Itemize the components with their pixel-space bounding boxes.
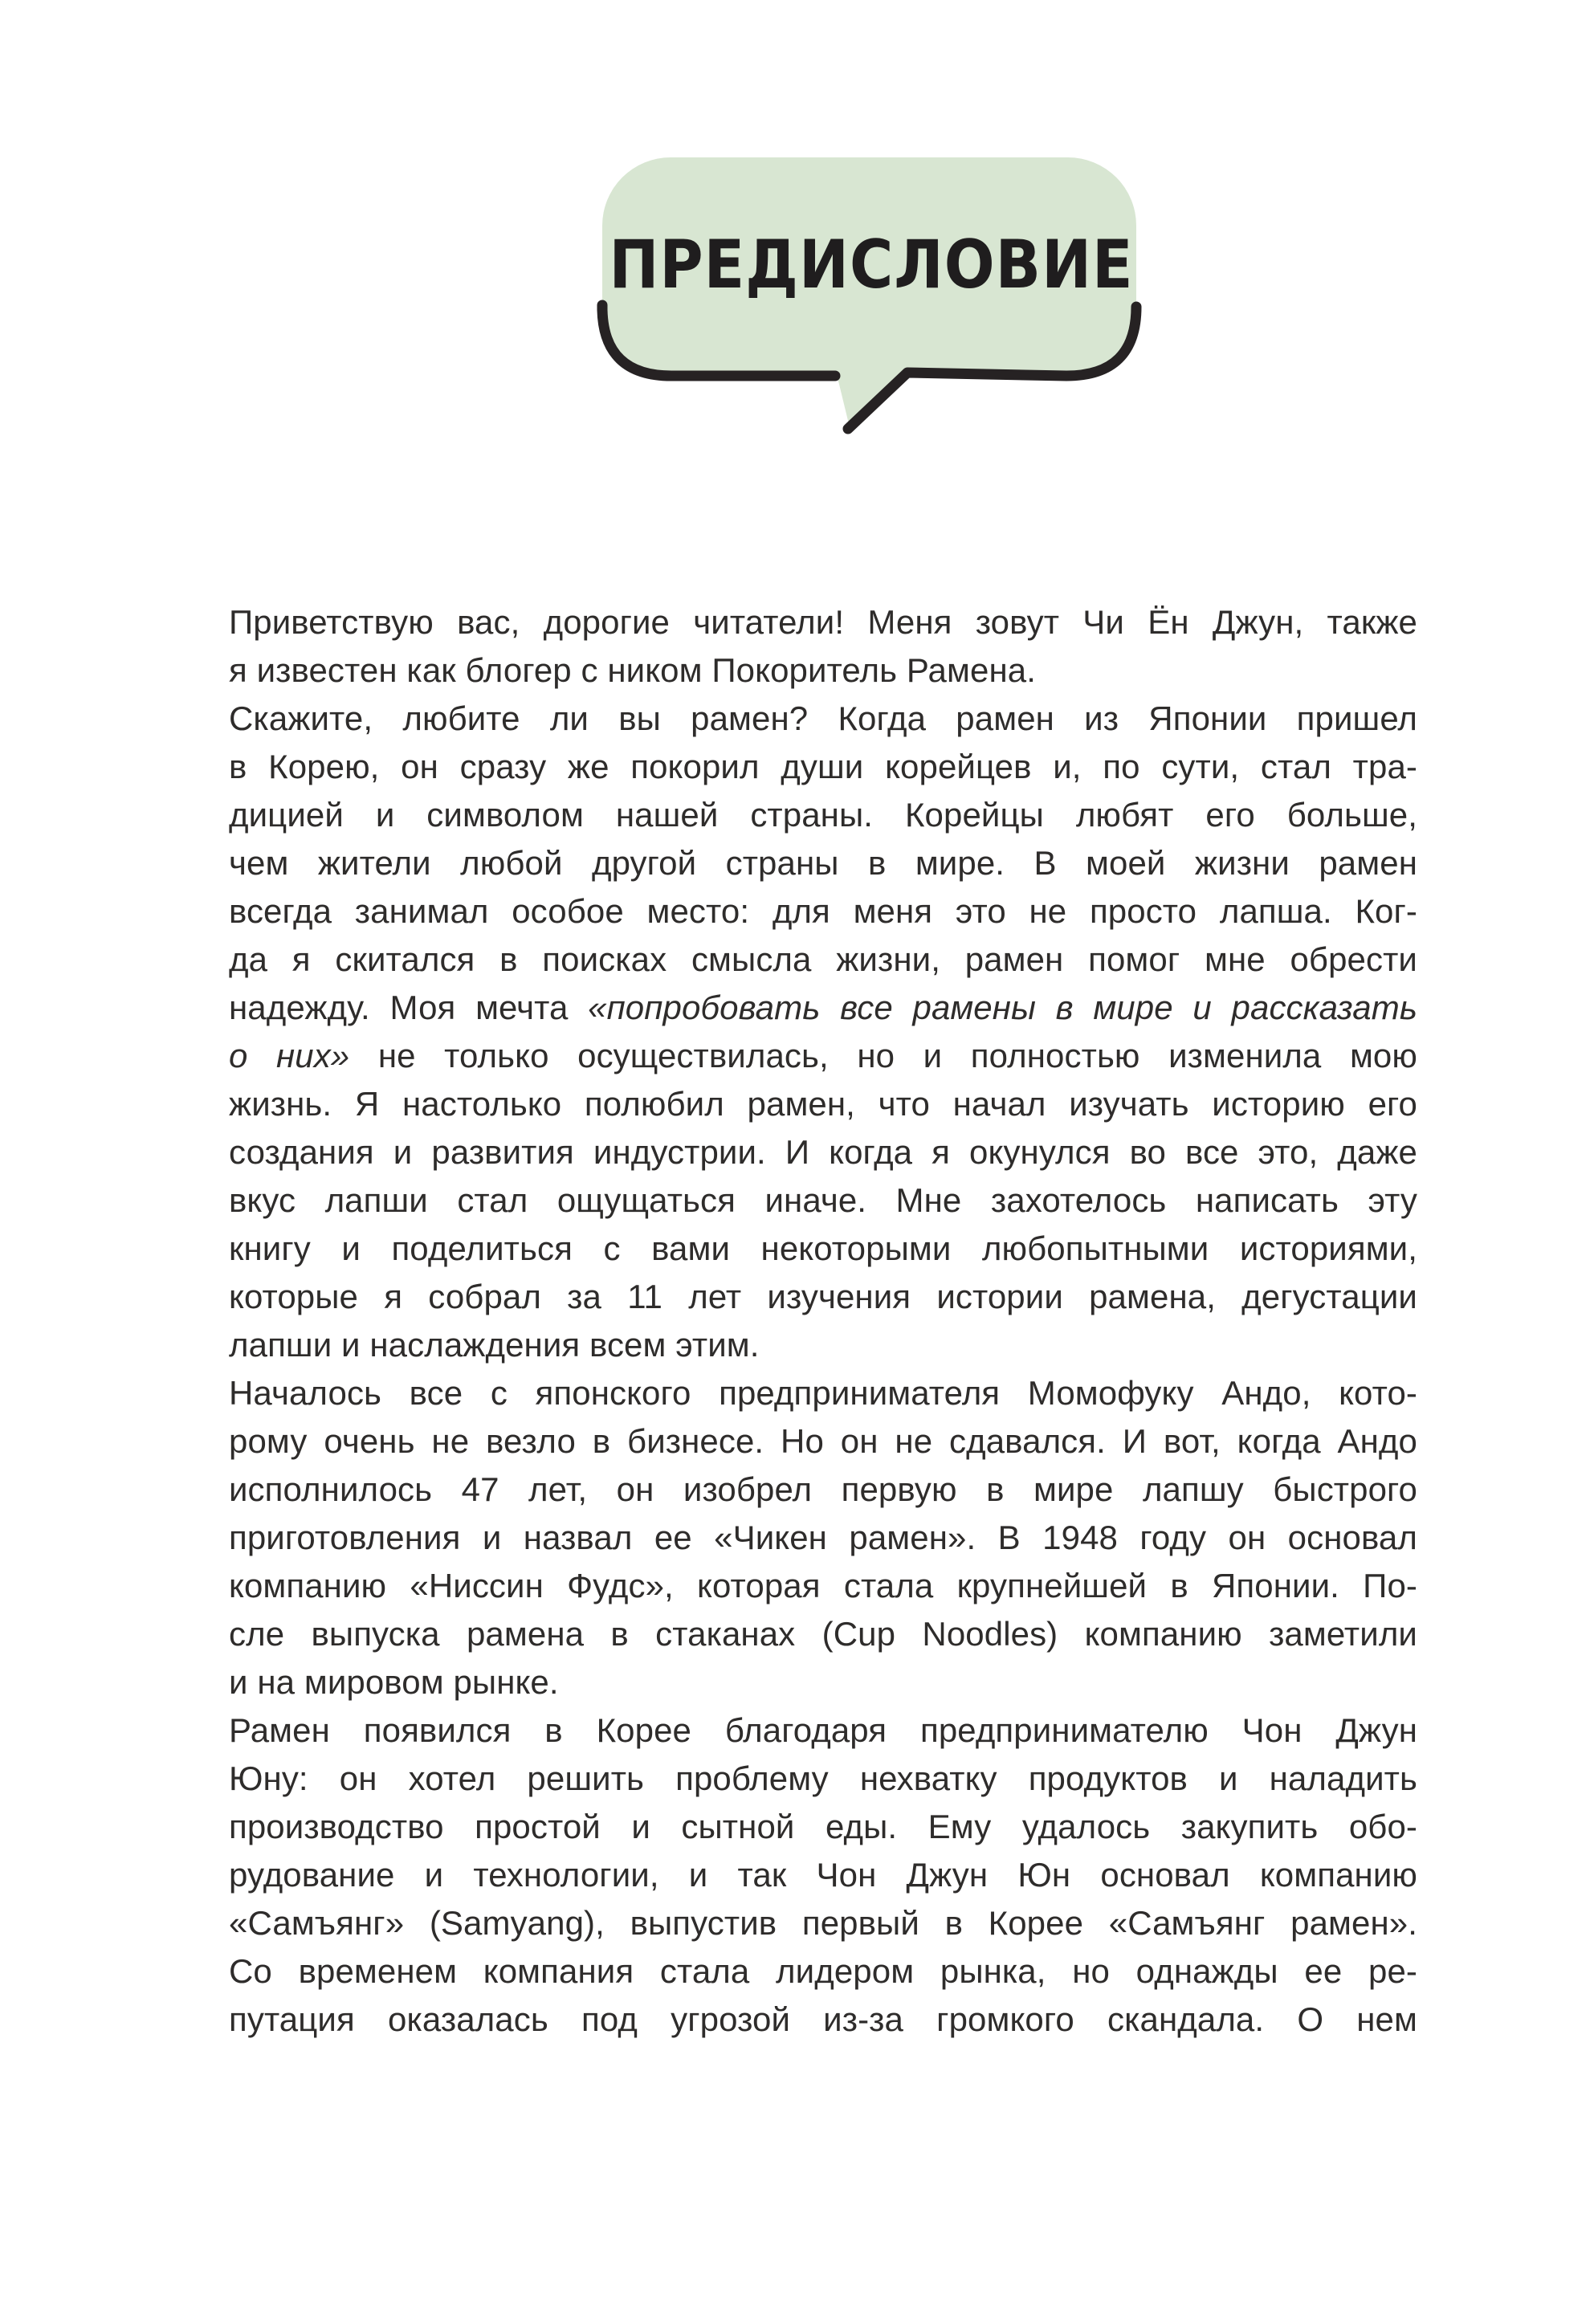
text-segment: да я скитался в поисках смысла жизни, рамен помог мне обрести: [229, 940, 1417, 978]
text-line: [229, 1851, 1417, 1899]
text-segment: надежду. Моя мечта: [229, 989, 589, 1026]
text-segment: в Корею, он сразу же покорил души корейцев и, по сути, стал тра-: [229, 748, 1417, 785]
text-line: [229, 1273, 1417, 1321]
text-segment: Скажите, любите ли вы рамен? Когда рамен из Японии пришел: [229, 699, 1417, 737]
text-segment-italic: о них»: [229, 1037, 350, 1074]
text-segment: сле выпуска рамена в стаканах (Cup Noodles) компанию заметили: [229, 1615, 1417, 1653]
text-line: [229, 1128, 1417, 1176]
text-line: [229, 1755, 1417, 1803]
text-line: [229, 1514, 1417, 1562]
text-segment: «Самъянг» (Samyang), выпустив первый в Корее «Самъянг рамен».: [229, 1904, 1417, 1942]
text-segment: которые я собрал за 11 лет изучения истории рамена, дегустации: [229, 1278, 1417, 1315]
text-segment: Юну: он хотел решить проблему нехватку продуктов и наладить: [229, 1759, 1417, 1797]
text-segment: и на мировом рынке.: [229, 1663, 559, 1701]
text-segment: Рамен появился в Корее благодаря предпринимателю Чон Джун: [229, 1711, 1417, 1749]
text-segment: лапши и наслаждения всем этим.: [229, 1326, 760, 1364]
text-segment: книгу и поделиться с вами некоторыми любопытными историями,: [229, 1229, 1417, 1267]
text-line: [229, 1610, 1417, 1658]
text-line: [229, 936, 1417, 984]
text-segment: жизнь. Я настолько полюбил рамен, что начал изучать историю его: [229, 1085, 1417, 1123]
text-segment: компанию «Ниссин Фудс», которая стала крупнейшей в Японии. По-: [229, 1567, 1417, 1604]
text-line: [229, 1369, 1417, 1417]
text-line: [229, 1466, 1417, 1514]
text-line: [229, 839, 1417, 887]
text-line: [229, 646, 1417, 695]
text-segment: Приветствую вас, дорогие читатели! Меня зовут Чи Ён Джун, также: [229, 603, 1417, 641]
text-segment: рому очень не везло в бизнесе. Но он не сдавался. И вот, когда Андо: [229, 1422, 1417, 1460]
chapter-title: ПРЕДИСЛОВИЕ: [609, 226, 1134, 304]
text-line: [229, 1321, 1417, 1369]
text-line: [229, 1417, 1417, 1466]
text-segment: всегда занимал особое место: для меня это не просто лапша. Ког-: [229, 892, 1417, 930]
text-segment: производство простой и сытной еды. Ему удалось закупить обо-: [229, 1808, 1417, 1845]
chapter-header-bubble: [594, 153, 1148, 450]
text-segment: путация оказалась под угрозой из-за громкого скандала. О нем: [229, 2000, 1417, 2038]
text-line: [229, 1947, 1417, 1996]
text-line: [229, 1032, 1417, 1080]
text-line: [229, 1899, 1417, 1947]
text-segment: дицией и символом нашей страны. Корейцы любят его больше,: [229, 796, 1417, 834]
text-line: [229, 791, 1417, 839]
text-line: [229, 1080, 1417, 1128]
text-segment: приготовления и назвал ее «Чикен рамен». В 1948 году он основал: [229, 1519, 1417, 1556]
text-line: [229, 887, 1417, 936]
text-segment: создания и развития индустрии. И когда я окунулся во все это, даже: [229, 1133, 1417, 1171]
text-segment: я известен как блогер с ником Покоритель Рамена.: [229, 651, 1036, 689]
text-line: [229, 1996, 1417, 2044]
text-line: [229, 695, 1417, 743]
text-segment: Со временем компания стала лидером рынка, но однажды ее ре-: [229, 1952, 1417, 1990]
text-segment: Началось все с японского предпринимателя Момофуку Андо, кото-: [229, 1374, 1417, 1412]
text-segment: исполнилось 47 лет, он изобрел первую в мире лапшу быстрого: [229, 1470, 1417, 1508]
text-line: [229, 1225, 1417, 1273]
text-segment: чем жители любой другой страны в мире. В моей жизни рамен: [229, 844, 1417, 882]
body-text: [229, 598, 1417, 2044]
text-line: [229, 1706, 1417, 1755]
text-line: [229, 1803, 1417, 1851]
text-line: [229, 1658, 1417, 1706]
text-line: [229, 598, 1417, 646]
text-line: [229, 1176, 1417, 1225]
text-line: [229, 1562, 1417, 1610]
text-segment-italic: «попробовать все рамены в мире и рассказать: [588, 989, 1418, 1026]
text-line: [229, 743, 1417, 791]
text-segment: рудование и технологии, и так Чон Джун Юн основал компанию: [229, 1856, 1417, 1894]
text-line: [229, 984, 1417, 1032]
text-segment: не только осуществилась, но и полностью изменила мою: [349, 1037, 1417, 1074]
text-segment: вкус лапши стал ощущаться иначе. Мне захотелось написать эту: [229, 1181, 1417, 1219]
